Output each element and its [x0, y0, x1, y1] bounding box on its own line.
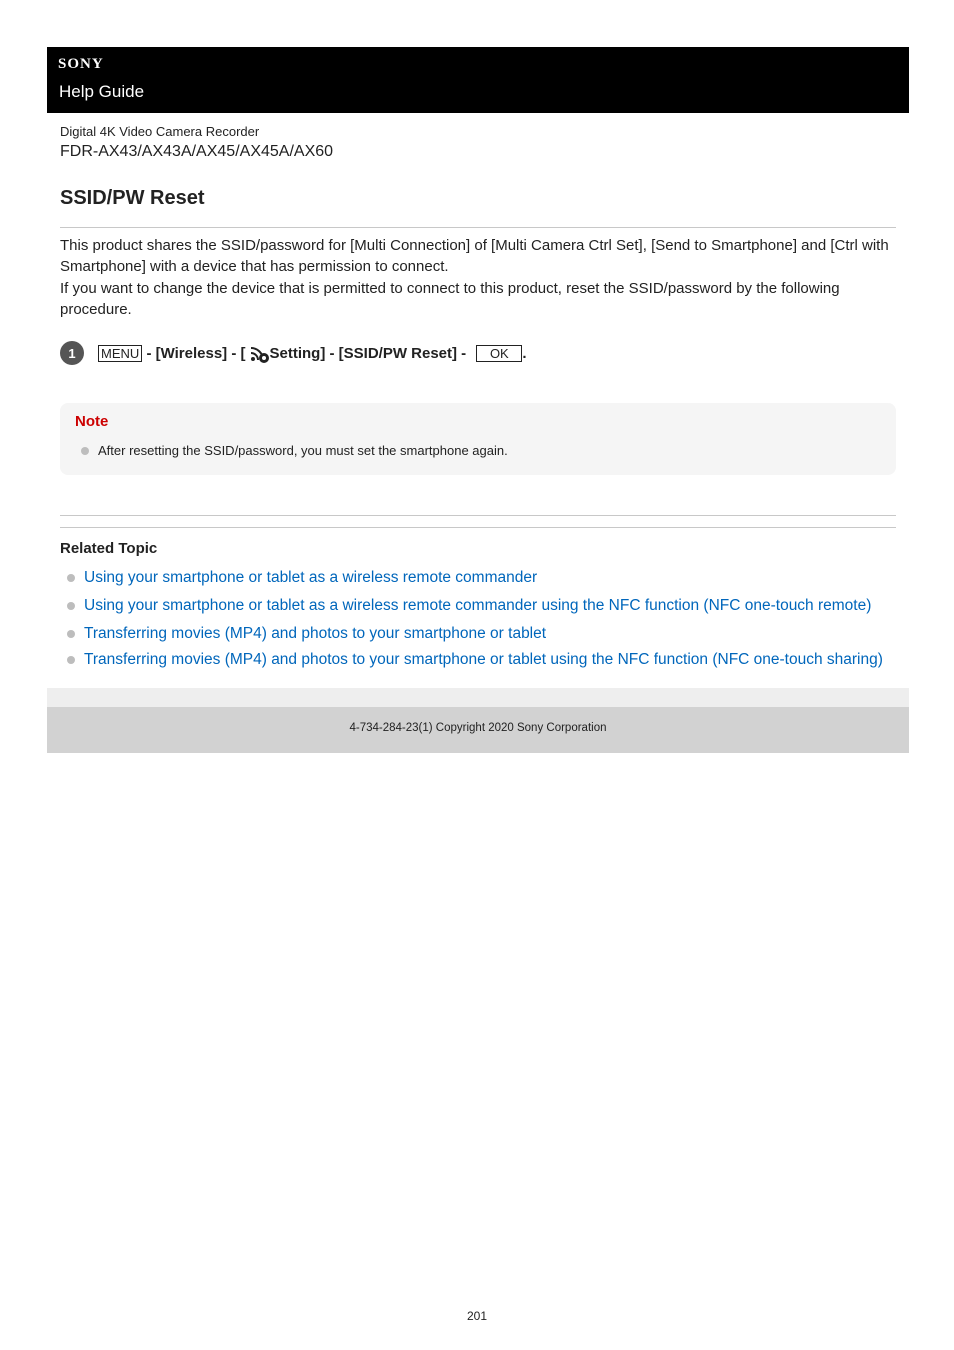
note-box [60, 403, 896, 475]
sony-logo: SONY [58, 56, 104, 72]
step-end: . [522, 344, 527, 362]
note-item [81, 443, 508, 458]
copyright-text: 4-734-284-23(1) Copyright 2020 Sony Corporation [349, 722, 607, 734]
bullet-icon [81, 447, 89, 455]
note-item-text: After resetting the SSID/password, you must set the smartphone again. [98, 443, 508, 458]
bullet-icon [67, 630, 75, 638]
related-link-4[interactable]: Transferring movies (MP4) and photos to your smartphone or tablet using the NFC function (NFC one-touch sharing) [84, 651, 883, 668]
product-type: Digital 4K Video Camera Recorder [60, 124, 260, 139]
title-divider [60, 227, 896, 228]
related-topic-list [67, 564, 883, 672]
step-text-2: Setting] - [SSID/PW Reset] - [269, 344, 471, 362]
product-model: FDR-AX43/AX43A/AX45/AX45A/AX60 [60, 143, 334, 160]
section-divider-1 [60, 515, 896, 516]
list-item [67, 648, 883, 672]
page-header [47, 47, 909, 113]
footer-spacer [47, 688, 909, 707]
list-item [67, 564, 883, 592]
related-link-2[interactable]: Using your smartphone or tablet as a wireless remote commander using the NFC function (NFC one-touch remote) [84, 597, 872, 614]
list-item [67, 592, 883, 620]
related-link-1[interactable]: Using your smartphone or tablet as a wireless remote commander [84, 569, 538, 586]
section-divider-2 [60, 527, 896, 528]
help-guide-label: Help Guide [59, 82, 145, 101]
page-number: 201 [466, 1309, 488, 1323]
wireless-setting-icon [248, 342, 270, 364]
intro-text [60, 235, 896, 320]
page-title: SSID/PW Reset [60, 187, 205, 209]
related-topic-heading: Related Topic [60, 540, 158, 557]
procedure-step [60, 340, 527, 366]
note-title: Note [75, 413, 109, 430]
related-link-3[interactable]: Transferring movies (MP4) and photos to your smartphone or tablet [84, 625, 547, 642]
intro-paragraph-1: This product shares the SSID/password for [Multi Connection] of [Multi Camera Ctrl Set], [Send to Smartphone] and [Ctrl with Smartphone] with a device that has permission to connect. [60, 237, 889, 276]
list-item [67, 620, 883, 648]
bullet-icon [67, 656, 75, 664]
step-number: 1 [60, 341, 84, 365]
ok-key: OK [476, 345, 522, 362]
menu-key: MENU [98, 345, 142, 362]
page-footer [47, 707, 909, 753]
step-text-1: - [Wireless] - [ [142, 344, 246, 362]
bullet-icon [67, 602, 75, 610]
bullet-icon [67, 574, 75, 582]
intro-paragraph-2: If you want to change the device that is permitted to connect to this product, reset the SSID/password by the following procedure. [60, 279, 840, 318]
